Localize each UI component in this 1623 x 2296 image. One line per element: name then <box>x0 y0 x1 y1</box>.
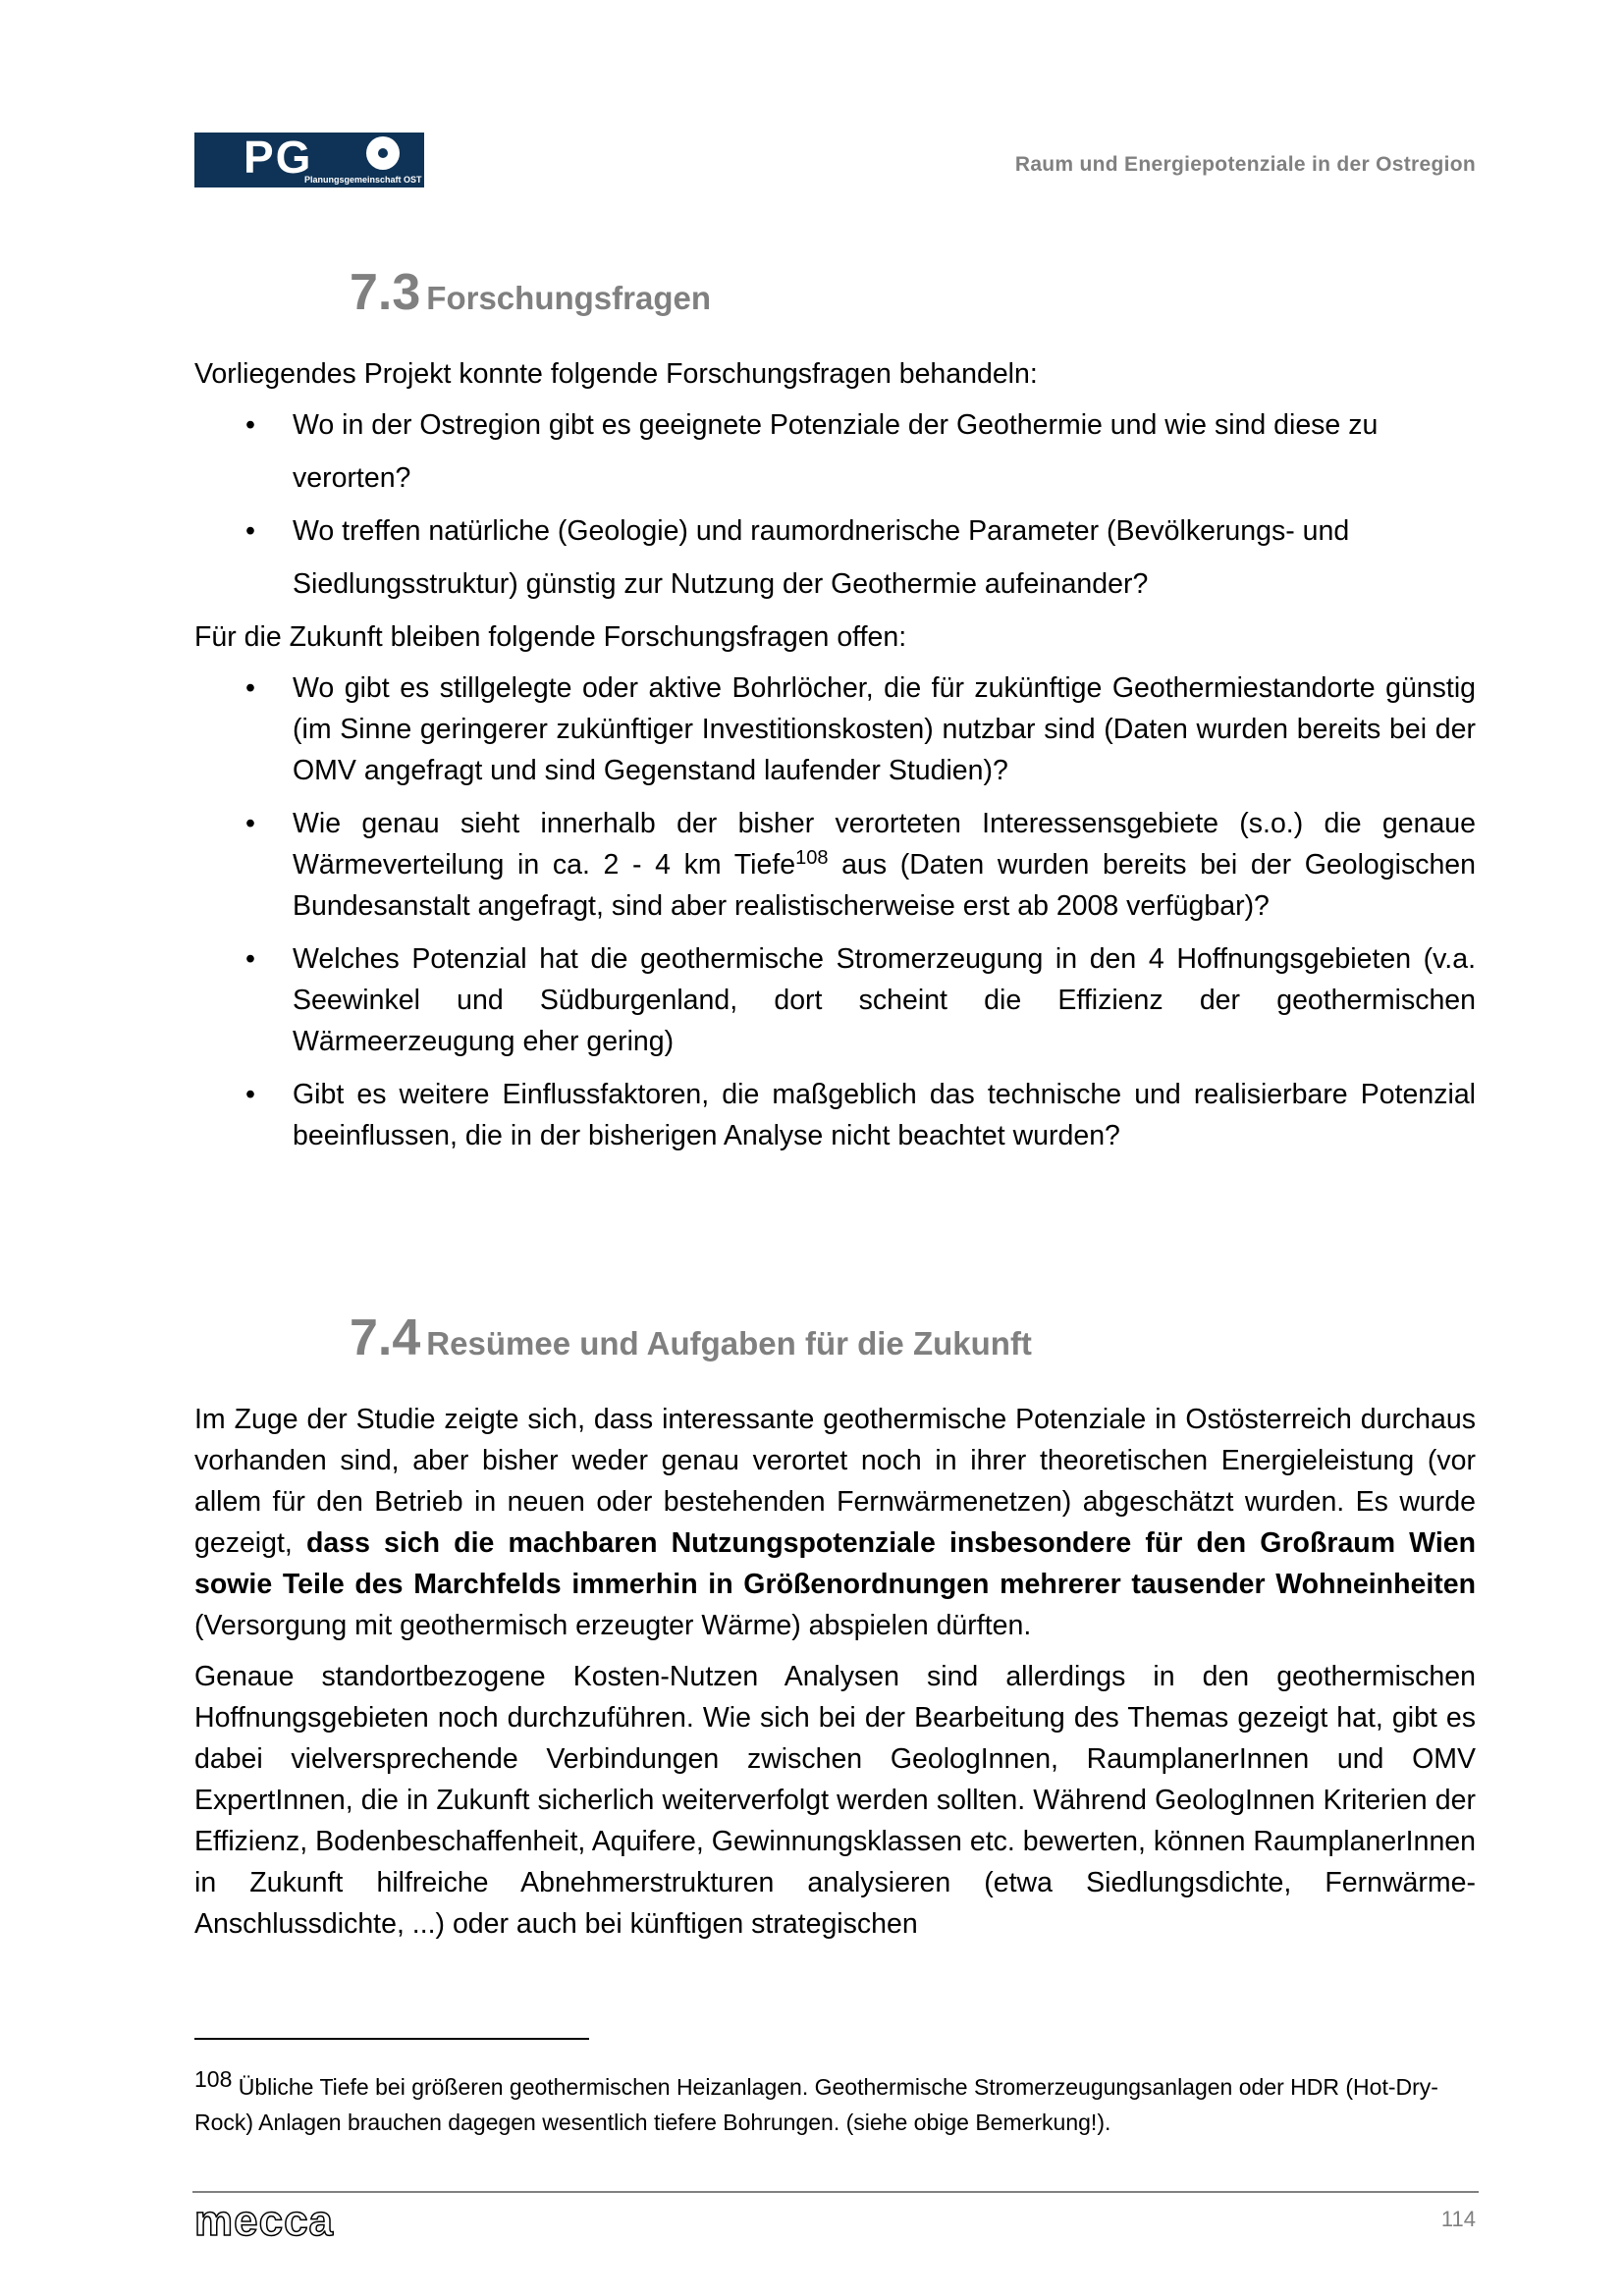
list-item: • Wo in der Ostregion gibt es geeignete Potenziale der Geothermie und wie sind diese zu verorten? <box>245 409 1379 494</box>
paragraph: Im Zuge der Studie zeigte sich, dass interessante geothermische Potenziale in Ostösterreich durchaus vorhanden sind, aber bisher weder genau verortet noch in ihrer theoretischen Energieleistung (vor allem für den Betrieb in neuen oder bestehenden Fernwärmenetzen) abgeschätzt wurden. Es wurde gezeigt, dass sich die machbaren Nutzungspotenziale insbesondere für den Großraum Wien sowie Teile des Marchfelds immerhin in Größenordnungen mehrerer tausender Wohneinheiten (Versorgung mit geothermisch erzeugter Wärme) abspielen dürften. <box>194 1404 1476 1641</box>
list-item: • Wo treffen natürliche (Geologie) und raumordnerische Parameter (Bevölkerungs- und Siedlungsstruktur) günstig zur Nutzung der Geothermie aufeinander? <box>245 515 1350 600</box>
section-heading-7-3: 7.3 Forschungsfragen <box>350 264 711 321</box>
section-7-3-body: Vorliegendes Projekt konnte folgende Forschungsfragen behandeln: • Wo in der Ostregion gibt es geeignete Potenziale der Geothermie und wie sind diese zu verorten? • Wo treffen natürliche (Geologie) und raumordnerische Parameter (Bevölkerungs- und Siedlungsstruktur) günstig zur Nutzung der Geothermie aufeinander? Für die Zukunft bleiben folgende Forschungsfragen offen: • Wo gibt es stillgelegte oder aktive Bohrlöcher, die für zukünftige Geothermiestandorte günstig (im Sinne geringerer zukünftiger Investitionskosten) nutzbar sind (Daten wurden bereits bei der OMV angefragt und sind Gegenstand laufender Studien)? • Wie genau sieht innerhalb der bisher verorteten Interessensgebiete (s.o.) die genaue Wärmeverteilung in ca. 2 - 4 km Tiefe$^{108}$ aus (Daten wurden bereits bei der Geologischen Bundesanstalt angefragt, sind aber realistischerweise erst ab 2008 verfügbar)? • Welches Potenzial hat die geothermische Stromerzeugung in den 4 Hoffnungsgebieten (v.a. Seewinkel und Südburgenland, dort scheint die Effizienz der geothermischen Wärmeerzeugung eher gering) • Gibt es weitere Einflussfaktoren, die maßgeblich das technische und realisierbare Potenzial beeinflussen, die in der bisherigen Analyse nicht beachtet wurden? <box>194 353 1476 1156</box>
list-item: • Gibt es weitere Einflussfaktoren, die maßgeblich das technische und realisierbare Potenzial beeinflussen, die in der bisherigen Analyse nicht beachtet wurden? <box>245 1079 1476 1151</box>
paragraph: Genaue standortbezogene Kosten-Nutzen Analysen sind allerdings in den geothermischen Hoffnungsgebieten noch durchzuführen. Wie sich bei der Bearbeitung des Themas gezeigt hat, gibt es dabei vielversprechende Verbindungen zwischen GeologInnen, RaumplanerInnen und OMV ExpertInnen, die in Zukunft sicherlich weiterverfolgt werden sollten. Während GeologInnen Kriterien der Effizienz, Bodenbeschaffenheit, Aquifere, Gewinnungsklassen etc. bewerten, können RaumplanerInnen in Zukunft hilfreiche Abnehmerstrukturen analysieren (etwa Siedlungsdichte, Fernwärme-Anschlussdichte, ...) oder auch bei künftigen strategischen <box>194 1661 1476 1940</box>
list-item: • Wie genau sieht innerhalb der bisher verorteten Interessensgebiete (s.o.) die genaue Wärmeverteilung in ca. 2 - 4 km Tiefe$^{108}$ aus (Daten wurden bereits bei der Geologischen Bundesanstalt angefragt, sind aber realistischerweise erst ab 2008 verfügbar)? <box>245 808 1476 922</box>
page-number: 114 <box>1440 2207 1476 2231</box>
pg-logo: PG Planungsgemeinschaft OST <box>194 133 424 187</box>
footnote-divider <box>194 2038 589 2040</box>
open-questions-list <box>194 667 1476 1156</box>
footnote-ref[interactable]: 108 <box>795 847 829 869</box>
list-item: • Welches Potenzial hat die geothermische Stromerzeugung in den 4 Hoffnungsgebieten (v.a. Seewinkel und Südburgenland, dort scheint die Effizienz der geothermischen Wärmeerzeugung eher gering) <box>245 943 1476 1057</box>
footer-divider <box>192 2191 1479 2193</box>
handled-questions-list <box>194 399 1471 611</box>
list-item: • Wo gibt es stillgelegte oder aktive Bohrlöcher, die für zukünftige Geothermiestandorte günstig (im Sinne geringerer zukünftiger Investitionskosten) nutzbar sind (Daten wurden bereits bei der OMV angefragt und sind Gegenstand laufender Studien)? <box>245 672 1476 786</box>
running-title: Raum und Energiepotenziale in der Ostregion <box>1014 153 1476 176</box>
mecca-logo: mecca <box>194 2197 335 2245</box>
section-7-4-body <box>194 1399 1476 1945</box>
wheel-icon <box>366 136 400 170</box>
section-heading-7-4: 7.4 Resümee und Aufgaben für die Zukunft <box>350 1309 1032 1366</box>
footnote: $^{108}$ Übliche Tiefe bei größeren geothermischen Heizanlagen. Geothermische Stromerzeugungsanlagen oder HDR (Hot-Dry-Rock) Anlagen brauchen dagegen wesentlich tiefere Bohrungen. (siehe obige Bemerkung!). <box>194 2066 1438 2135</box>
